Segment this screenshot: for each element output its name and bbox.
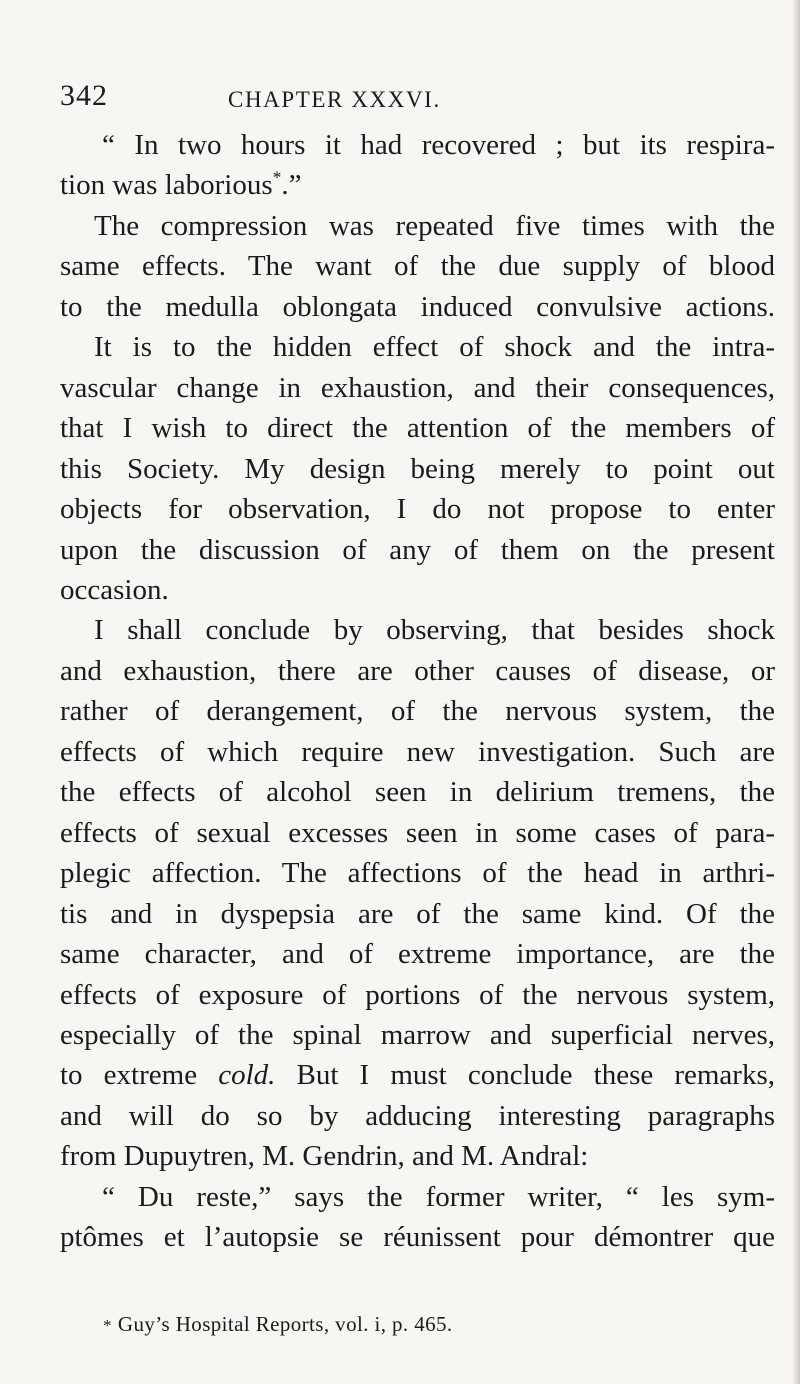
text-line: The compression was repeated five times with the	[94, 209, 775, 242]
text-line: same effects. The want of the due supply of blood	[60, 250, 775, 283]
text-line: tis and in dyspepsia are of the same kind. Of the	[60, 897, 775, 930]
italic-word: cold.	[218, 1059, 276, 1092]
footnote-reference: *	[272, 167, 282, 188]
text-fragment: .”	[281, 169, 302, 202]
text-line: and exhaustion, there are other causes of disease, or	[60, 654, 775, 687]
text-line: rather of derangement, of the nervous system, the	[60, 695, 775, 728]
text-line: vascular change in exhaustion, and their consequences,	[60, 371, 775, 404]
text-line: upon the discussion of any of them on the present	[60, 533, 775, 566]
text-line: that I wish to direct the attention of the members of	[60, 412, 775, 445]
text-line: the effects of alcohol seen in delirium tremens, the	[60, 776, 775, 809]
text-line: effects of which require new investigation. Such are	[60, 735, 775, 768]
page-number: 342	[60, 79, 108, 112]
text-line: plegic affection. The affections of the head in arthri-	[60, 857, 775, 890]
text-line: “ Du reste,” says the former writer, “ les sym-	[102, 1180, 775, 1213]
text-line: ptômes et l’autopsie se réunissent pour démontrer que	[60, 1221, 775, 1254]
text-line: effects of sexual excesses seen in some cases of para-	[60, 816, 775, 849]
body-text	[60, 125, 775, 1258]
text-line: effects of exposure of portions of the nervous system,	[60, 978, 775, 1011]
text-line: especially of the spinal marrow and superficial nerves,	[60, 1018, 775, 1051]
text-line: I shall conclude by observing, that besides shock	[94, 614, 775, 647]
text-line	[60, 165, 775, 205]
text-line: from Dupuytren, M. Gendrin, and M. Andral:	[60, 1140, 589, 1173]
text-line	[60, 1055, 775, 1095]
page-edge-shadow	[792, 0, 800, 1384]
text-line: objects for observation, I do not propose to enter	[60, 493, 775, 526]
footnote	[103, 1312, 453, 1337]
text-line: to the medulla oblongata induced convulsive actions.	[60, 290, 775, 323]
text-fragment: But I must conclude these remarks,	[275, 1059, 775, 1092]
text-fragment: to extreme	[60, 1059, 219, 1092]
running-head: CHAPTER XXXVI.	[228, 87, 441, 112]
text-line: occasion.	[60, 573, 169, 606]
footnote-mark: *	[103, 1316, 112, 1335]
text-fragment: tion was laborious	[60, 169, 273, 202]
text-line: and will do so by adducing interesting paragraphs	[60, 1099, 775, 1132]
text-line: same character, and of extreme importance, are the	[60, 938, 775, 971]
text-line: “ In two hours it had recovered ; but its respira-	[102, 129, 775, 161]
text-line: this Society. My design being merely to point out	[60, 452, 775, 485]
footnote-text: Guy’s Hospital Reports, vol. i, p. 465.	[117, 1312, 453, 1336]
text-line: It is to the hidden effect of shock and the intra-	[94, 331, 775, 364]
